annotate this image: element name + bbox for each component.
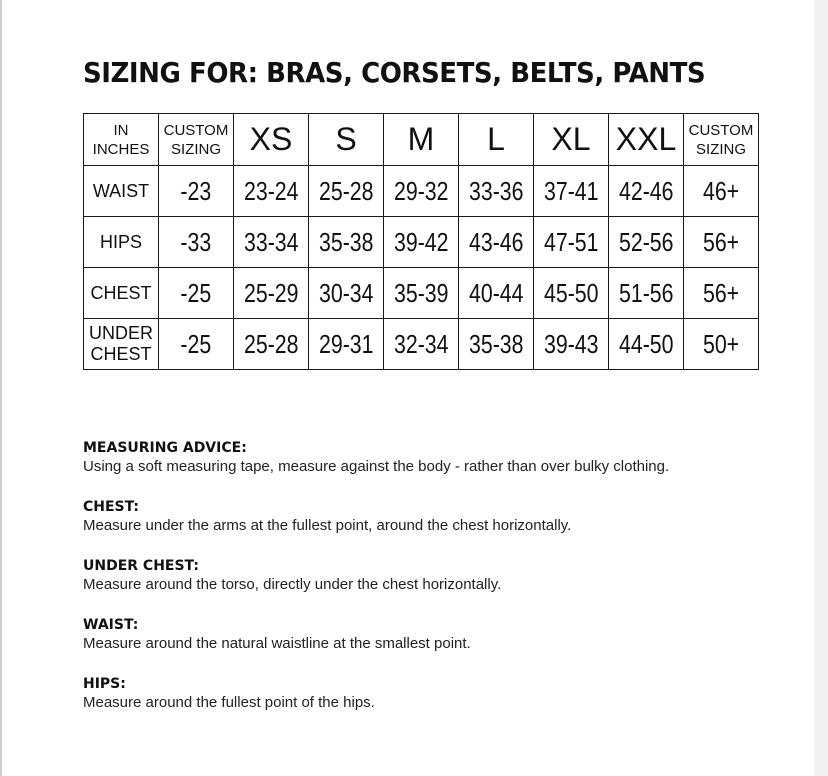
- page-title: SIZING FOR: BRAS, CORSETS, BELTS, PANTS: [83, 56, 706, 89]
- chest-advice-section: [83, 498, 783, 535]
- section-text: Measure around the natural waistline at the smallest point.: [83, 635, 471, 652]
- table-cell: 42-46: [609, 166, 684, 217]
- waist-advice-section: [83, 616, 783, 653]
- row-label-waist: WAIST: [84, 166, 159, 217]
- under-chest-advice-section: [83, 557, 783, 594]
- table-cell: 25-28: [234, 319, 309, 370]
- table-cell: 51-56: [609, 268, 684, 319]
- table-cell: 56+: [684, 217, 759, 268]
- table-cell: 30-34: [309, 268, 384, 319]
- section-text: Measure around the fullest point of the hips.: [83, 694, 375, 711]
- table-cell: 32-34: [384, 319, 459, 370]
- table-cell: 25-29: [234, 268, 309, 319]
- section-text: Measure around the torso, directly under the chest horizontally.: [83, 576, 502, 593]
- unit-header: IN INCHES: [84, 114, 159, 166]
- custom-sizing-right-header: CUSTOM SIZING: [684, 114, 759, 166]
- custom-sizing-left-header: CUSTOM SIZING: [159, 114, 234, 166]
- table-cell: 39-43: [534, 319, 609, 370]
- table-cell: 56+: [684, 268, 759, 319]
- right-edge: [814, 0, 828, 776]
- section-text: Measure under the arms at the fullest point, around the chest horizontally.: [83, 517, 572, 534]
- table-cell: 37-41: [534, 166, 609, 217]
- table-cell: -33: [159, 217, 234, 268]
- table-cell: 33-34: [234, 217, 309, 268]
- table-cell: 43-46: [459, 217, 534, 268]
- table-cell: -25: [159, 268, 234, 319]
- size-header-m: M: [384, 114, 459, 166]
- table-cell: 40-44: [459, 268, 534, 319]
- table-cell: 44-50: [609, 319, 684, 370]
- hips-advice-section: [83, 675, 783, 712]
- section-heading: WAIST:: [83, 617, 139, 633]
- table-row-under-chest: [84, 319, 759, 370]
- table-cell: 35-38: [459, 319, 534, 370]
- section-heading: HIPS:: [83, 676, 126, 692]
- table-header-row: [84, 114, 759, 166]
- table-row-chest: [84, 268, 759, 319]
- table-cell: 25-28: [309, 166, 384, 217]
- size-header-l: L: [459, 114, 534, 166]
- table-cell: -23: [159, 166, 234, 217]
- table-cell: 23-24: [234, 166, 309, 217]
- table-cell: 46+: [684, 166, 759, 217]
- table-cell: 52-56: [609, 217, 684, 268]
- sizing-table: [83, 113, 759, 370]
- table-cell: 29-32: [384, 166, 459, 217]
- measuring-advice-section: [83, 439, 783, 476]
- section-heading: MEASURING ADVICE:: [83, 440, 247, 456]
- section-text: Using a soft measuring tape, measure against the body - rather than over bulky clothing.: [83, 458, 670, 475]
- size-header-xs: XS: [234, 114, 309, 166]
- table-cell: 39-42: [384, 217, 459, 268]
- table-cell: 45-50: [534, 268, 609, 319]
- table-cell: 35-39: [384, 268, 459, 319]
- size-header-xxl: XXL: [609, 114, 684, 166]
- table-cell: 33-36: [459, 166, 534, 217]
- table-cell: 47-51: [534, 217, 609, 268]
- table-row-waist: [84, 166, 759, 217]
- section-heading: CHEST:: [83, 499, 140, 515]
- row-label-under-chest: UNDER CHEST: [84, 319, 159, 370]
- row-label-chest: CHEST: [84, 268, 159, 319]
- table-row-hips: [84, 217, 759, 268]
- row-label-hips: HIPS: [84, 217, 159, 268]
- size-header-s: S: [309, 114, 384, 166]
- table-cell: 35-38: [309, 217, 384, 268]
- left-edge: [0, 0, 2, 776]
- table-cell: 50+: [684, 319, 759, 370]
- size-header-xl: XL: [534, 114, 609, 166]
- table-cell: 29-31: [309, 319, 384, 370]
- section-heading: UNDER CHEST:: [83, 558, 199, 574]
- table-cell: -25: [159, 319, 234, 370]
